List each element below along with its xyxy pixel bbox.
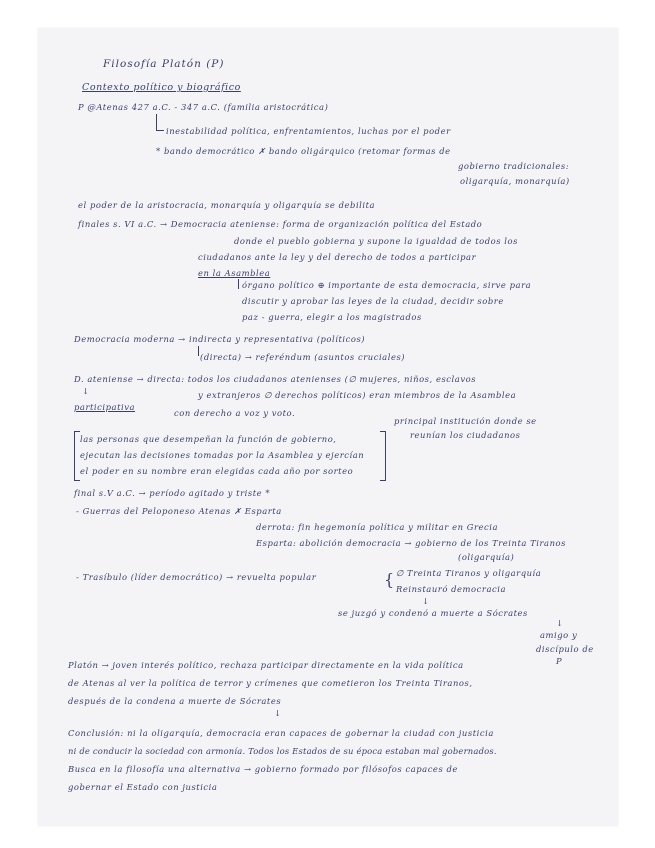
note-line-foreigners: y extranjeros ∅ derechos políticos) eran miembros de la Asamblea — [198, 390, 517, 400]
note-line-citizens: ciudadanos ante la ley y del derecho de todos a participar — [198, 252, 477, 262]
note-line-voice: con derecho a voz y voto. — [174, 408, 296, 418]
note-line-conclusion1: Conclusión: ni la oligarquía, democracia eran capaces de gobernar la ciudad con justicia — [68, 728, 494, 738]
note-line-trasibulo: - Trasíbulo (líder democrático) → revuelta popular — [76, 572, 317, 582]
note-line-participative: participativa — [74, 402, 136, 412]
note-line-institution: principal institución donde se — [394, 416, 537, 426]
note-line-sparta: Esparta: abolición democracia → gobierno de los Treinta Tiranos — [256, 538, 566, 548]
note-line-oligarchy: (oligarquía) — [458, 552, 515, 562]
note-line-defeat: derrota: fin hegemonía política y militar en Grecia — [256, 522, 499, 532]
note-line-peace: paz - guerra, elegir a los magistrados — [242, 312, 422, 322]
arrow-down-icon: ↓ — [82, 386, 90, 396]
note-line-gov2: oligarquía, monarquía) — [460, 176, 570, 186]
note-line-instability: inestabilidad política, enfrentamientos, luchas por el poder — [166, 126, 451, 136]
curly-brace: { — [384, 570, 395, 589]
notebook-page — [38, 28, 618, 826]
note-line-late-5th: final s.V a.C. → período agitado y triste * — [74, 488, 271, 498]
arrow-down-icon: ↓ — [422, 596, 430, 606]
note-line-p: P — [556, 656, 563, 666]
arrow-down-icon: ↓ — [556, 618, 564, 628]
arrow-down-icon: ↓ — [274, 708, 282, 718]
note-line-reinstated: Reinstauró democracia — [396, 584, 506, 594]
branch-connector — [156, 130, 164, 131]
note-line-gov1: gobierno tradicionales: — [458, 161, 570, 171]
note-line-judged: se juzgó y condenó a muerte a Sócrates — [338, 608, 528, 618]
page-title: Filosofía Platón (P) — [103, 58, 225, 70]
note-line-athenian: D. ateniense → directa: todos los ciudadanos atenienses (∅ mujeres, niños, esclavos — [74, 374, 477, 384]
note-line-where: donde el pueblo gobierna y supone la igualdad de todos los — [234, 236, 518, 246]
note-line-discuss: discutir y aprobar las leyes de la ciudad, decidir sobre — [242, 296, 504, 306]
note-line-wars: - Guerras del Peloponeso Atenas ✗ Esparta — [76, 506, 282, 516]
note-line-people: las personas que desempeñan la función de gobierno, — [80, 434, 337, 444]
note-line-democracy: finales s. VI a.C. → Democracia ateniense: forma de organización política del Estado — [78, 219, 483, 229]
branch-connector — [156, 114, 157, 130]
note-line-plato: Platón → joven interés político, rechaza participar directamente en la vida política — [68, 660, 464, 670]
note-line-birth: P @Atenas 427 a.C. - 347 a.C. (familia aristocrática) — [78, 102, 329, 112]
note-line-athens-terror: de Atenas al ver la política de terror y crímenes que cometieron los Treinta Tiranos, — [68, 678, 473, 688]
note-line-power: el poder de la aristocracia, monarquía y oligarquía se debilita — [78, 200, 376, 210]
branch-connector — [238, 279, 239, 289]
note-line-friend: amigo y — [540, 630, 578, 640]
note-line-conclusion2: ni de conducir la sociedad con armonía. Todos los Estados de su época estaban mal gobernados. — [68, 746, 497, 756]
note-line-modern: Democracia moderna → indirecta y representativa (políticos) — [74, 334, 366, 344]
branch-connector — [198, 346, 199, 356]
note-line-gathered: reunían los ciudadanos — [410, 430, 521, 440]
note-line-tyrants: ∅ Treinta Tiranos y oligarquía — [396, 568, 542, 578]
note-line-elected: el poder en su nombre eran elegidas cada año por sorteo — [80, 466, 354, 476]
note-line-after: después de la condena a muerte de Sócrates — [68, 696, 282, 706]
note-line-disciple: discípulo de — [536, 644, 594, 654]
note-line-assembly: en la Asamblea — [198, 268, 271, 278]
note-line-direct: (directa) → referéndum (asuntos cruciales) — [200, 352, 406, 362]
note-line-govern: gobernar el Estado con justicia — [68, 782, 218, 792]
note-line-search: Busca en la filosofía una alternativa → gobierno formado por filósofos capaces de — [68, 764, 458, 774]
note-line-factions: * bando democrático ✗ bando oligárquico (retomar formas de — [156, 146, 451, 156]
note-line-execute: ejecutan las decisiones tomadas por la Asamblea y ejercían — [80, 450, 365, 460]
right-bracket — [380, 431, 386, 481]
section-heading: Contexto político y biográfico — [82, 82, 241, 93]
note-line-organ: órgano político ⊕ importante de esta democracia, sirve para — [242, 280, 532, 290]
